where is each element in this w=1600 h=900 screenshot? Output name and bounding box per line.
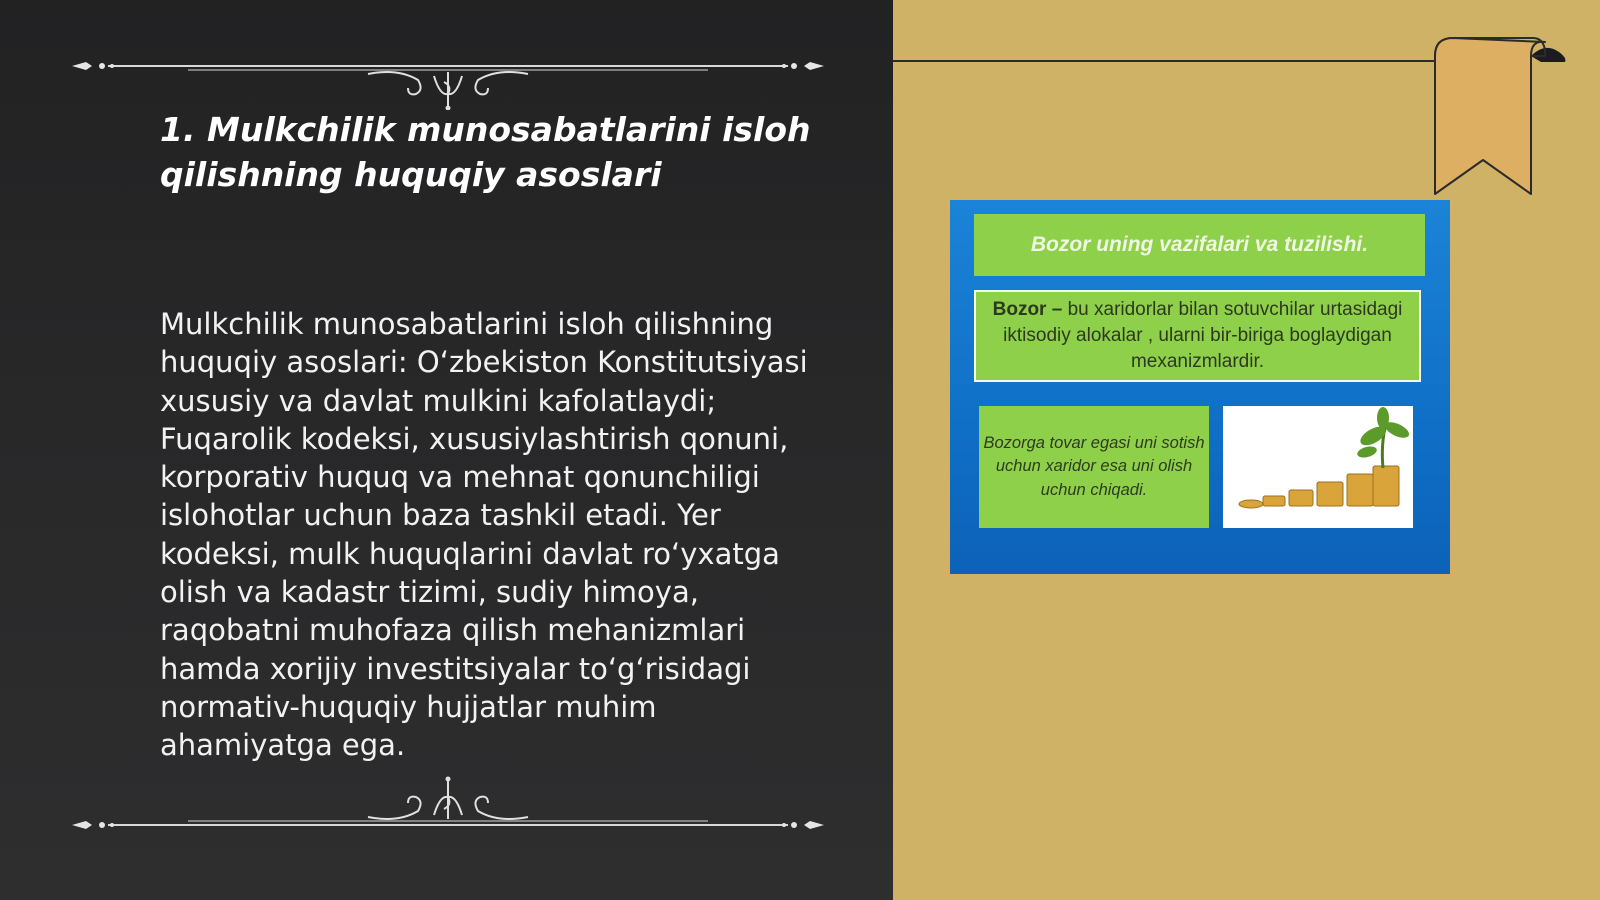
divider-line (893, 60, 1438, 62)
coins-plant-illustration (1223, 406, 1413, 528)
slide-heading: Bozor uning vazifalari va tuzilishi. (974, 214, 1425, 276)
definition-box (974, 290, 1421, 382)
slide-title: 1. Mulkchilik munosabatlarini isloh qilishning huquqiy asoslari (160, 110, 811, 194)
definition-term: Bozor – (992, 299, 1063, 320)
definition-text: bu xaridorlar bilan sotuvchilar urtasidagi iktisodiy alokalar , ularni bir-biriga boglaydigan mexanizmlardir. (1003, 299, 1403, 372)
top-ornament-divider (68, 50, 828, 110)
embedded-slide-image (950, 200, 1450, 574)
bottom-ornament-divider (68, 773, 828, 833)
bookmark-icon (1433, 36, 1583, 200)
note-box: Bozorga tovar egasi uni sotish uchun xaridor esa uni olish uchun chiqadi. (979, 406, 1209, 528)
body-paragraph: Mulkchilik munosabatlarini isloh qilishning huquqiy asoslari: O‘zbekiston Konstitutsiyasi xususiy va davlat mulkini kafolatlaydi; Fuqarolik kodeksi, xususiylashtirish qonuni, korporativ huquq va mehnat qonunchiligi islohotlar uchun baza tashkil etadi. Yer kodeksi, mulk huquqlarini davlat ro‘yxatga olish va kadastr tizimi, sudiy himoya, raqobatni muhofaza qilish mehanizmlari hamda xorijiy investitsiyalar to‘g‘risidagi normativ-huquqiy hujjatlar muhim ahamiyatga ega. (160, 307, 808, 763)
